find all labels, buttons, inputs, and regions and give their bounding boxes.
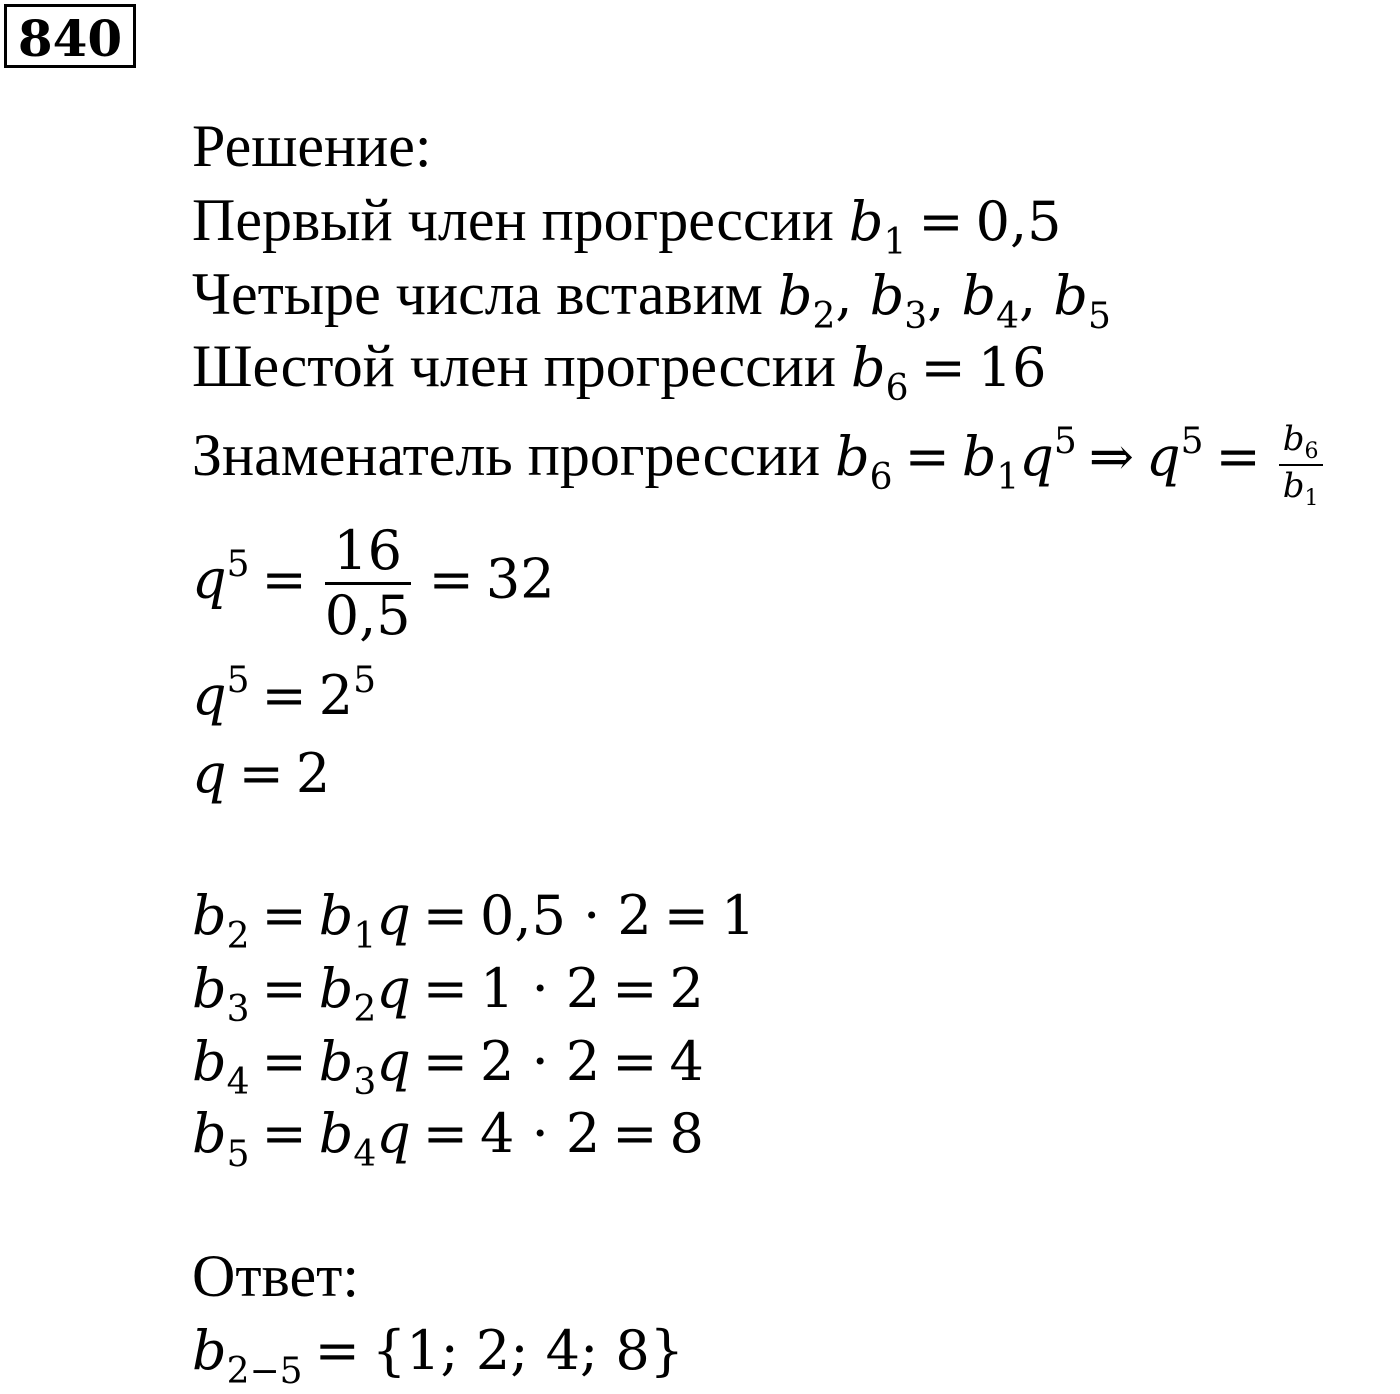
line-sixth-term [192,330,1046,411]
sixth-term-text: Шестой член прогрессии [192,333,837,399]
problem-number: 840 [4,4,136,68]
first-term-formula: $b_1 = 0,5$ [848,190,1062,263]
step-b2: $b_2 = b_1q = 0,5 \cdot 2 = 1$ [192,884,756,957]
answer-label: Ответ: [192,1243,360,1309]
first-term-text: Первый член прогрессии [192,187,834,253]
equation-q5-power: $q^5 = 2^5$ [192,660,376,727]
step-b3: $b_3 = b_2q = 1 \cdot 2 = 2$ [192,957,704,1030]
solution-label: Решение: [192,113,432,179]
step-b4: $b_4 = b_3q = 2 \cdot 2 = 4$ [192,1030,704,1103]
four-numbers-text: Четыре числа вставим [192,261,763,327]
sixth-term-formula: $b_6 = 16$ [851,336,1047,409]
line-first-term [192,184,1062,265]
equation-q5-fraction: $q^5$ = $\frac{16}{0,5}$ = 32 [192,519,555,647]
line-ratio [192,415,1329,511]
inserted-terms-formula: $b_2$, $b_3$, $b_4$, $b_5$ [777,264,1111,337]
line-four-numbers [192,258,1111,339]
ratio-formula: $b_6 = b_1q^5$ ⇒ $q^5$ = $\frac{b_6}{b_1}$ [835,425,1328,488]
step-b5: $b_5 = b_4q = 4 \cdot 2 = 8$ [192,1102,704,1175]
ratio-text: Знаменатель прогрессии [192,422,821,488]
answer-formula: $b_{2-5} = \{1$; 2; 4; 8} [192,1319,685,1392]
equation-q-value: q = 2 [192,742,331,805]
